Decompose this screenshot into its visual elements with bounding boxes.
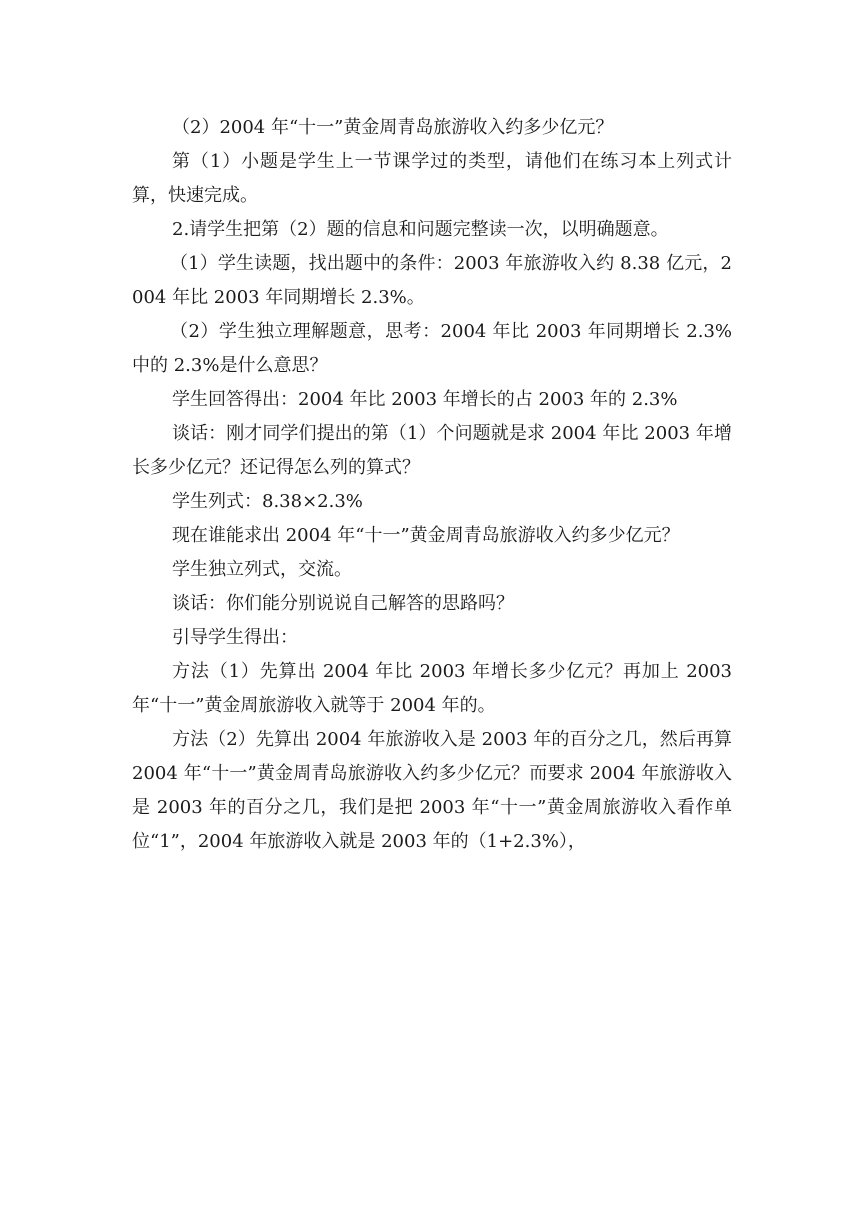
paragraph-who-can-solve: 现在谁能求出 2004 年“十一”黄金周青岛旅游收入约多少亿元？: [172, 525, 680, 546]
paragraph-understand-meaning: （2）学生独立理解题意，思考：2004 年比 2003 年同期增长 2.3%中的 2.3%是什么意思？: [132, 321, 732, 376]
paragraph-method-1: 方法（1）先算出 2004 年比 2003 年增长多少亿元？再加上 2003 年“十一”黄金周旅游收入就等于 2004 年的。: [132, 661, 732, 716]
document-body: [132, 111, 732, 859]
paragraph-talk-2: 谈话：你们能分别说说自己解答的思路吗？: [172, 593, 514, 614]
paragraph-independent-work: 学生独立列式，交流。: [172, 559, 352, 580]
paragraph-instruction-1: 第（1）小题是学生上一节课学过的类型，请他们在练习本上列式计算，快速完成。: [132, 151, 732, 206]
paragraph-student-answer: 学生回答得出：2004 年比 2003 年增长的占 2003 年的 2.3%: [172, 389, 678, 410]
paragraph-question-2: （2）2004 年“十一”黄金周青岛旅游收入约多少亿元？: [172, 117, 614, 138]
paragraph-talk-1: 谈话：刚才同学们提出的第（1）个问题就是求 2004 年比 2003 年增长多少亿元？还记得怎么列的算式？: [132, 423, 732, 478]
paragraph-step-2: 2.请学生把第（2）题的信息和问题完整读一次，以明确题意。: [172, 219, 669, 240]
paragraph-method-2: 方法（2）先算出 2004 年旅游收入是 2003 年的百分之几，然后再算 2004 年“十一”黄金周青岛旅游收入约多少亿元？而要求 2004 年旅游收入是 2003 年的百分之几，我们是把 2003 年“十一”黄金周旅游收入看作单位“1”，2004 年旅游收入就是 2003 年的（1+2.3%），: [132, 729, 732, 852]
paragraph-read-conditions: （1）学生读题，找出题中的条件：2003 年旅游收入约 8.38 亿元，2004 年比 2003 年同期增长 2.3%。: [132, 253, 732, 308]
paragraph-student-formula: 学生列式：8.38×2.3%: [172, 491, 363, 512]
paragraph-guide: 引导学生得出：: [172, 627, 298, 648]
